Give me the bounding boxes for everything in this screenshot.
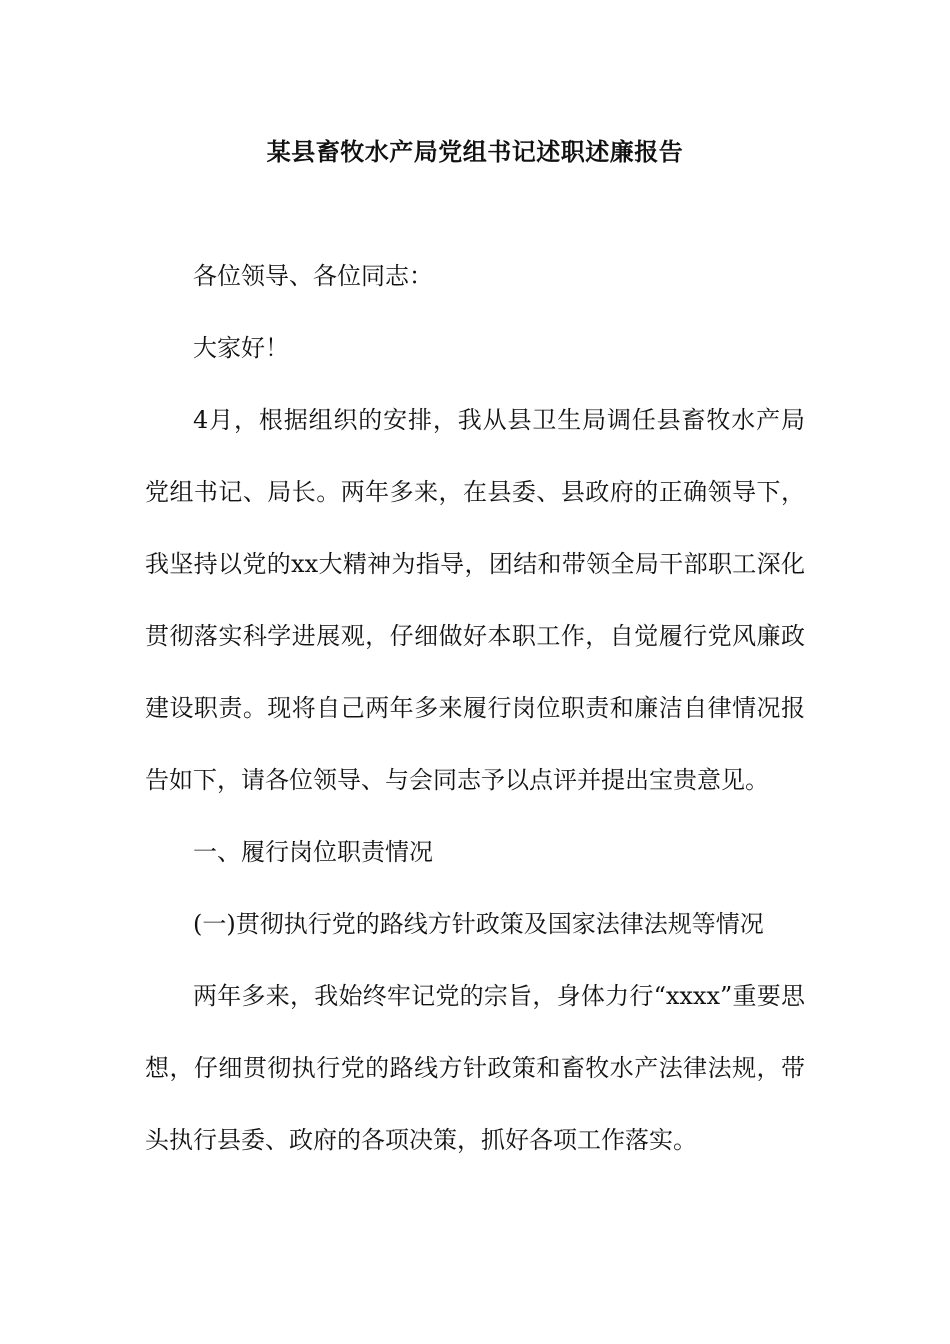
salutation: 各位领导、各位同志： xyxy=(193,262,433,290)
subsection-heading: (一)贯彻执行党的路线方针政策及国家法律法规等情况 xyxy=(193,910,764,938)
section-heading: 一、履行岗位职责情况 xyxy=(193,838,433,866)
document-body xyxy=(145,240,805,1176)
paragraph-body: 两年多来，我始终牢记党的宗旨，身体力行“xxxx”重要思想，仔细贯彻执行党的路线方针政策和畜牧水产法律法规，带头执行县委、政府的各项决策，抓好各项工作落实。 xyxy=(145,982,805,1154)
paragraph-intro: 4月，根据组织的安排，我从县卫生局调任县畜牧水产局党组书记、局长。两年多来，在县委、县政府的正确领导下，我坚持以党的xx大精神为指导，团结和带领全局干部职工深化贯彻落实科学进展观，仔细做好本职工作，自觉履行党风廉政建设职责。现将自己两年多来履行岗位职责和廉洁自律情况报告如下，请各位领导、与会同志予以点评并提出宝贵意见。 xyxy=(145,406,805,794)
document-title: 某县畜牧水产局党组书记述职述廉报告 xyxy=(266,137,684,166)
greeting: 大家好！ xyxy=(193,334,289,362)
